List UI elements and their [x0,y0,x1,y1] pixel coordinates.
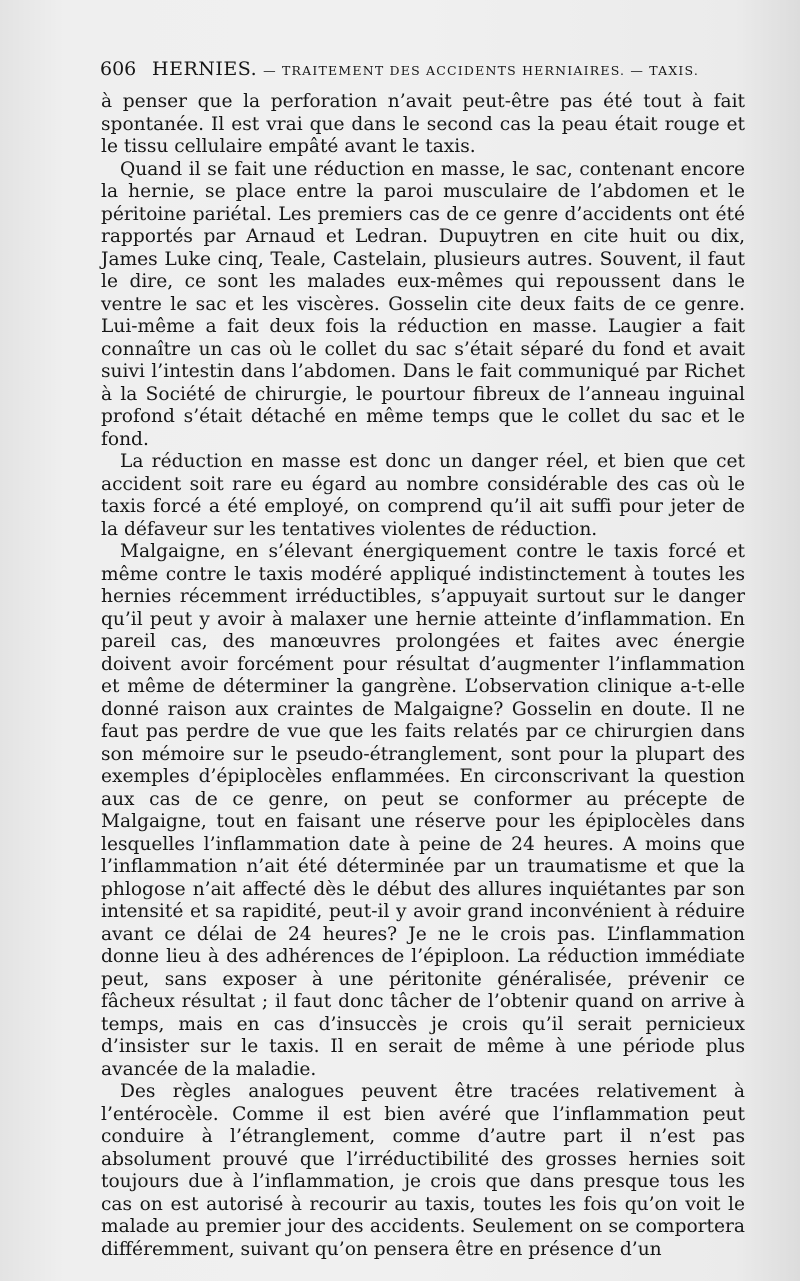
paragraph: Des règles analogues peuvent être tracées relativement à l’entérocèle. Comme il est bien avéré que l’inflammation peut conduire à l’étranglement, comme d’autre part il n’est pas absolument prouvé que l’irréductibilité des grosses hernies soit toujours due à l’inflammation, je crois que dans presque tous les cas on est autorisé à recourir au taxis, toutes les fois qu’on voit le malade au premier jour des accidents. Seulement on se comportera différemment, suivant qu’on pensera être en présence d’un [101,1081,745,1260]
paragraph: Quand il se fait une réduction en masse, le sac, contenant encore la hernie, se place entre la paroi musculaire de l’abdomen et le péritoine pariétal. Les premiers cas de ce genre d’accidents ont été rapportés par Arnaud et Ledran. Dupuytren en cite huit ou dix, James Luke cinq, Teale, Castelain, plusieurs autres. Souvent, il faut le dire, ce sont les malades eux-mêmes qui repoussent dans le ventre le sac et les viscères. Gosselin cite deux faits de ce genre. Lui-même a fait deux fois la réduction en masse. Laugier a fait connaître un cas où le collet du sac s’était séparé du fond et avait suivi l’intestin dans l’abdomen. Dans le fait communiqué par Richet à la Société de chirurgie, le pourtour fibreux de l’anneau inguinal profond s’était détaché en même temps que le collet du sac et le fond. [101,158,745,450]
paragraph: Malgaigne, en s’élevant énergiquement contre le taxis forcé et même contre le taxis modéré appliqué indistinctement à toutes les hernies récemment irréductibles, s’appuyait surtout sur le danger qu’il peut y avoir à malaxer une hernie atteinte d’inflammation. En pareil cas, des manœuvres prolongées et faites avec énergie doivent avoir forcément pour résultat d’augmenter l’inflammation et même de déterminer la gangrène. L’observation clinique a-t-elle donné raison aux craintes de Malgaigne? Gosselin en doute. Il ne faut pas perdre de vue que les faits relatés par ce chirurgien dans son mémoire sur le pseudo-étranglement, sont pour la plupart des exemples d’épiplocèles enflammées. En circonscrivant la question aux cas de ce genre, on peut se conformer au précepte de Malgaigne, tout en faisant une réserve pour les épiplocèles dans lesquelles l’inflammation date à peine de 24 heures. A moins que l’inflammation n’ait été déterminée par un traumatisme et que la phlogose n’ait affecté dès le début des allures inquiétantes par son intensité et sa rapidité, peut-il y avoir grand inconvénient à réduire avant ce délai de 24 heures? Je ne le crois pas. L’inflammation donne lieu à des adhérences de l’épiploon. La réduction immédiate peut, sans exposer à une péritonite généralisée, prévenir ce fâcheux résultat ; il faut donc tâcher de l’obtenir quand on arrive à temps, mais en cas d’insuccès je crois qu’il serait pernicieux d’insister sur le taxis. Il en serait de même à une période plus avancée de la maladie. [101,541,745,1080]
body-text [101,91,745,1261]
page-number: 606 [100,58,137,80]
paragraph: La réduction en masse est donc un danger réel, et bien que cet accident soit rare eu égard au nombre considérable des cas où le taxis forcé a été employé, on comprend qu’il ait suffi pour jeter de la défaveur sur les tentatives violentes de réduction. [101,451,745,540]
running-header [100,54,760,84]
running-head: — TRAITEMENT DES ACCIDENTS HERNIAIRES. — TAXIS. [263,63,700,78]
chapter-title: HERNIES. [152,58,258,80]
paragraph-continued: à penser que la perforation n’avait peut-être pas été tout à fait spontanée. Il est vrai que dans le second cas la peau était rouge et le tissu cellulaire empâté avant le taxis. [101,91,745,157]
